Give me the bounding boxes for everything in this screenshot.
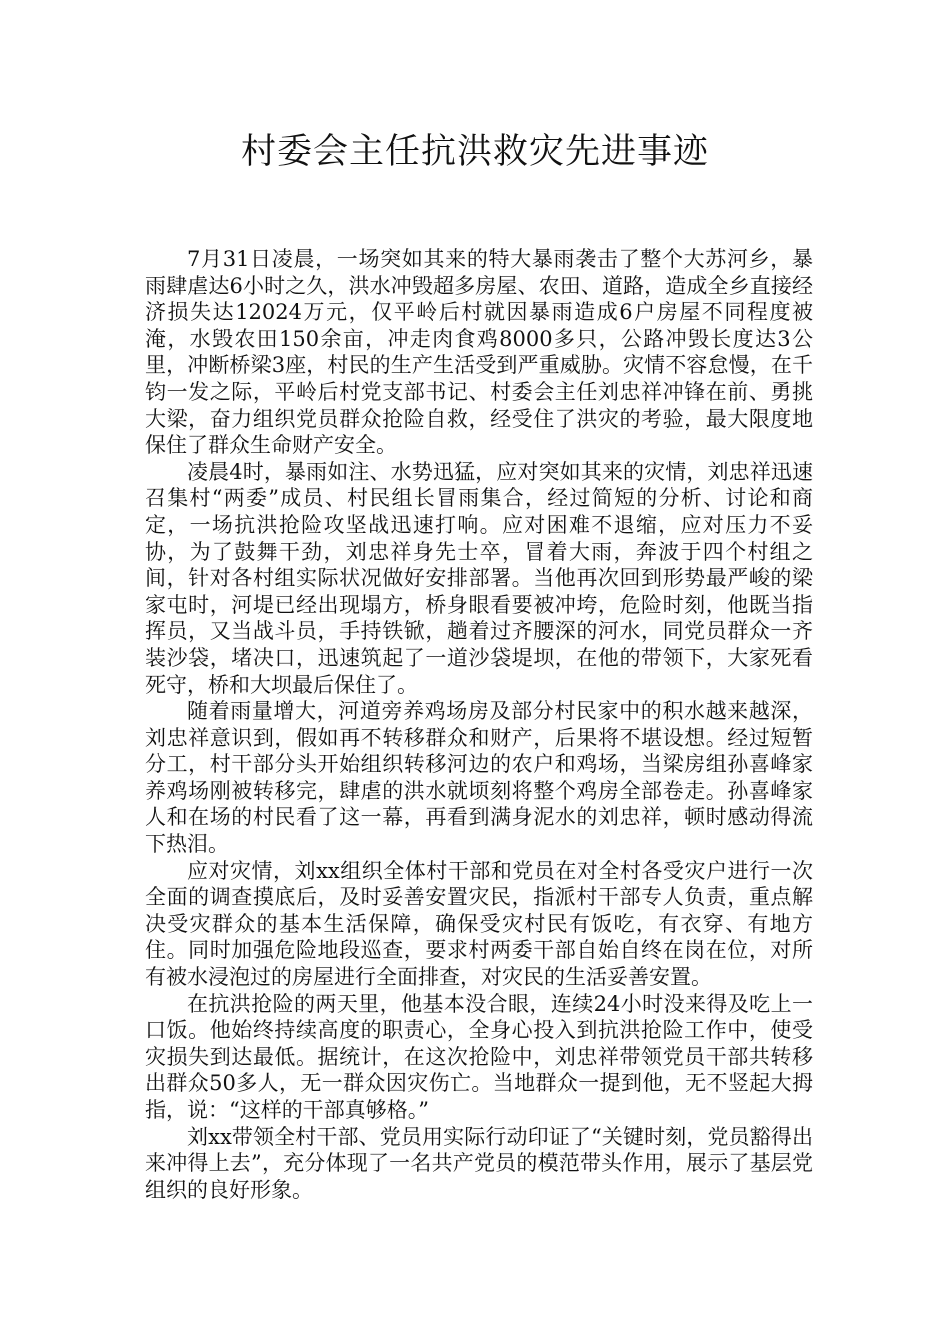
- paragraph-2: 凌晨4时，暴雨如注、水势迅猛，应对突如其来的灾情，刘忠祥迅速召集村“两委”成员、村民组长冒雨集合，经过简短的分析、讨论和商定，一场抗洪抢险攻坚战迅速打响。应对困难不退缩，应对压力不妥协，为了鼓舞干劲，刘忠祥身先士卒，冒着大雨，奔波于四个村组之间，针对各村组实际状况做好安排部署。当他再次回到形势最严峻的梁家屯时，河堤已经出现塌方，桥身眼看要被冲垮，危险时刻，他既当指挥员，又当战斗员，手持铁锨，趟着过齐腰深的河水，同党员群众一齐装沙袋，堵决口，迅速筑起了一道沙袋堤坝，在他的带领下，大家死看死守，桥和大坝最后保住了。: [145, 459, 813, 697]
- paragraph-3: 随着雨量增大，河道旁养鸡场房及部分村民家中的积水越来越深，刘忠祥意识到，假如再不转移群众和财产，后果将不堪设想。经过短暂分工，村干部分头开始组织转移河边的农户和鸡场，当梁房组孙喜峰家养鸡场刚被转移完，肆虐的洪水就顷刻将整个鸡房全部卷走。孙喜峰家人和在场的村民看了这一幕，再看到满身泥水的刘忠祥，顿时感动得流下热泪。: [145, 699, 813, 857]
- document-body: [145, 246, 813, 1203]
- document-title: 村委会主任抗洪救灾先进事迹: [240, 132, 709, 172]
- paragraph-6: 刘xx带领全村干部、党员用实际行动印证了“关键时刻，党员豁得出来冲得上去”，充分体现了一名共产党员的模范带头作用，展示了基层党组织的良好形象。: [145, 1124, 813, 1202]
- paragraph-5: 在抗洪抢险的两天里，他基本没合眼，连续24小时没来得及吃上一口饭。他始终持续高度的职责心，全身心投入到抗洪抢险工作中，使受灾损失到达最低。据统计，在这次抢险中，刘忠祥带领党员干部共转移出群众50多人，无一群众因灾伤亡。当地群众一提到他，无不竖起大拇指，说：“这样的干部真够格。”: [145, 991, 813, 1122]
- paragraph-1: 7月31日凌晨，一场突如其来的特大暴雨袭击了整个大苏河乡，暴雨肆虐达6小时之久，洪水冲毁超多房屋、农田、道路，造成全乡直接经济损失达12024万元，仅平岭后村就因暴雨造成6户房屋不同程度被淹，水毁农田150余亩，冲走肉食鸡8000多只，公路冲毁长度达3公里，冲断桥梁3座，村民的生产生活受到严重威胁。灾情不容怠慢，在千钧一发之际，平岭后村党支部书记、村委会主任刘忠祥冲锋在前、勇挑大梁，奋力组织党员群众抢险自救，经受住了洪灾的考验，最大限度地保住了群众生命财产安全。: [145, 247, 813, 458]
- paragraph-4: 应对灾情，刘xx组织全体村干部和党员在对全村各受灾户进行一次全面的调查摸底后，及时妥善安置灾民，指派村干部专人负责，重点解决受灾群众的基本生活保障，确保受灾村民有饭吃，有衣穿、有地方住。同时加强危险地段巡查，要求村两委干部自始自终在岗在位，对所有被水浸泡过的房屋进行全面排查，对灾民的生活妥善安置。: [145, 858, 813, 990]
